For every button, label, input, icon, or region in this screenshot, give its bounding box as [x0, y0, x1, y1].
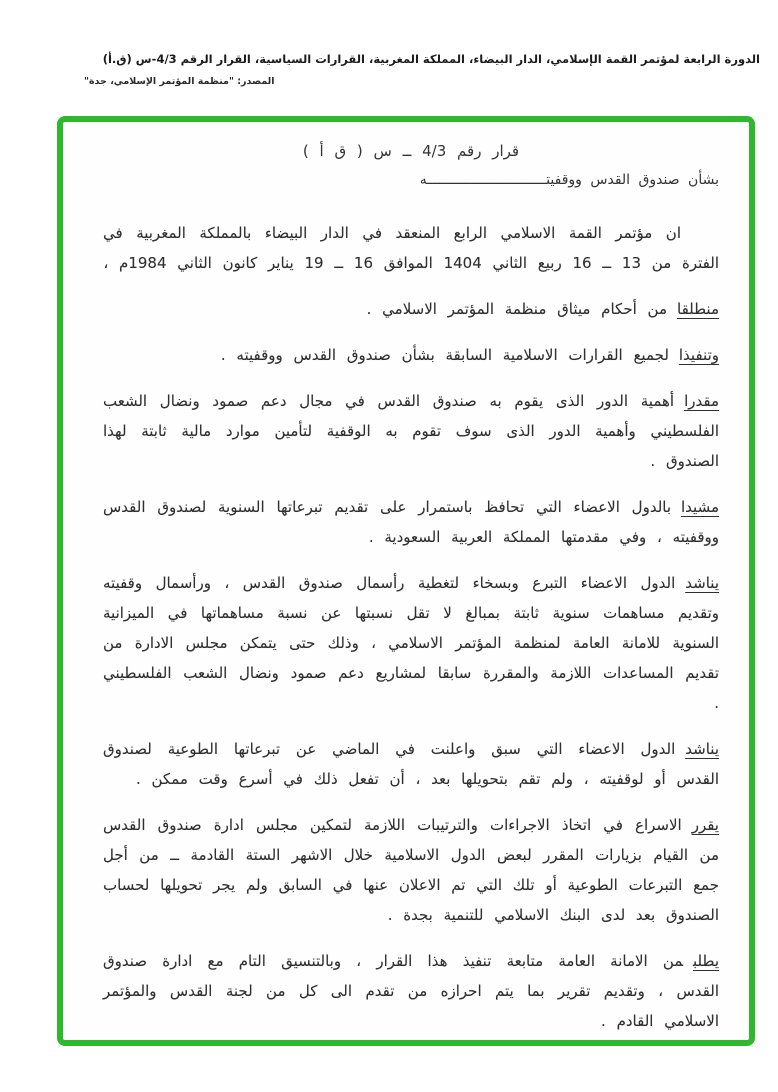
paragraph-text: بالدول الاعضاء التي تحافظ باستمرار على تقديم تبرعاتها السنوية لصندوق القدس ووقفيته ، وفي مقدمتها المملكة العربية السعودية .	[103, 498, 719, 546]
paragraph-text: لجميع القرارات الاسلامية السابقة بشأن صندوق القدس ووقفيته .	[220, 346, 669, 364]
paragraph	[103, 492, 719, 552]
paragraph	[103, 340, 719, 370]
paragraph-lead: وتنفيذا	[678, 346, 719, 364]
source-line: المصدر: "منظمة المؤتمر الإسلامي، جدة"	[84, 76, 275, 87]
paragraph-text: ان مؤتمر القمة الاسلامي الرابع المنعقد في الدار البيضاء بالمملكة المغربية في الفترة من 13 ــ 16 ربيع الثاني 1404 الموافق 16 ــ 19 يناير كانون الثاني 1984م ،	[103, 224, 719, 272]
paragraph-lead: مشيدا	[681, 498, 719, 516]
paragraph-text: الاسراع في اتخاذ الاجراءات والترتيبات اللازمة لتمكين مجلس ادارة صندوق القدس من القيام بزيارات المقرر لبعض الدول الاسلامية خلال الاشهر الستة القادمة ــ من أجل جمع التبرعات الطوعية أو تلك التي تم الاعلان عنها في السابق ولم يجر تحويلها لحساب الصندوق بعد لدى البنك الاسلامي للتنمية بجدة .	[103, 816, 719, 924]
paragraph-lead: مقدرا	[684, 392, 719, 410]
paragraph-text: من الامانة العامة متابعة تنفيذ هذا القرار ، وبالتنسيق التام مع ادارة صندوق القدس ، وتقديم تقرير بما يتم احرازه من تقدم الى كل من لجنة القدس والمؤتمر الاسلامي القادم .	[103, 952, 719, 1030]
paragraph	[103, 946, 719, 1036]
resolution-body	[103, 218, 719, 1036]
resolution-content	[63, 122, 749, 1036]
document-header-line: الدورة الرابعة لمؤتمر القمة الإسلامي، الدار البيضاء، المملكة المغربية، القرارات السياسية، القرار الرقم 4/3-س (ق.أ)	[102, 52, 760, 66]
paragraph-text: أهمية الدور الذى يقوم به صندوق القدس في مجال دعم صمود ونضال الشعب الفلسطيني وأهمية الدور الذى سوف تقوم به الوقفية لتأمين موارد مالية ثابتة لهذا الصندوق .	[103, 392, 719, 470]
paragraph	[103, 810, 719, 930]
resolution-subject: بشأن صندوق القدس ووقفيتـــــــــــــــــــــــــــــه	[419, 172, 719, 188]
paragraph-lead: يناشد	[685, 740, 719, 758]
paragraph-lead: يناشد	[685, 574, 719, 592]
paragraph-lead: يقرر	[691, 816, 719, 834]
paragraph-lead: منطلقا	[677, 300, 719, 318]
paragraph-text: الدول الاعضاء التي سبق واعلنت في الماضي عن تبرعاتها الطوعية لصندوق القدس أو لوقفيته ، ولم تقم بتحويلها بعد ، أن تفعل ذلك في أسرع وقت ممكن .	[103, 740, 719, 788]
resolution-frame	[57, 116, 755, 1046]
paragraph-text: الدول الاعضاء التبرع وبسخاء لتغطية رأسمال صندوق القدس ، ورأسمال وقفيته وتقديم مساهمات سنوية ثابتة بمبالغ لا تقل نسبتها عن نسبة مساهماتها في الميزانية السنوية للامانة العامة لمنظمة المؤتمر الاسلامي ، وذلك حتى يتمكن مجلس الادارة من تقديم المساعدات اللازمة والمقررة سابقا لمشاريع دعم صمود ونضال الشعب الفلسطيني .	[103, 574, 719, 712]
paragraph	[103, 218, 719, 278]
paragraph-lead: يطلب	[693, 952, 719, 970]
paragraph-text: من أحكام ميثاق منظمة المؤتمر الاسلامي .	[366, 300, 667, 318]
resolution-title: قرار رقم 4/3 ــ س ( ق أ )	[302, 142, 520, 160]
paragraph	[103, 386, 719, 476]
paragraph	[103, 568, 719, 718]
paragraph	[103, 294, 719, 324]
paragraph	[103, 734, 719, 794]
